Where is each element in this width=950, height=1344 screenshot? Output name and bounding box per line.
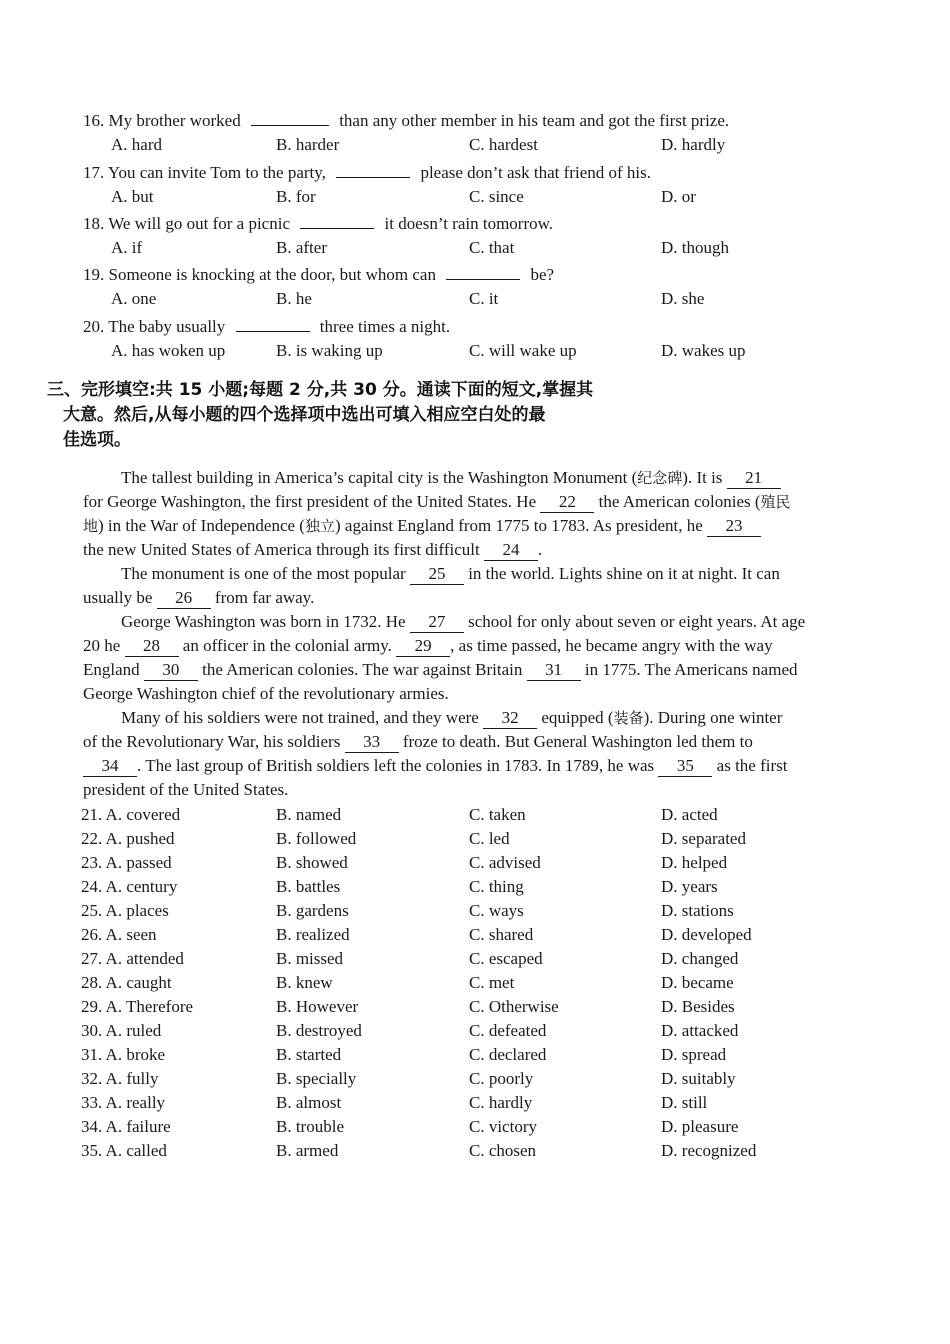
cloze-option: B. armed <box>276 1141 339 1160</box>
chinese-gloss: 纪念碑 <box>637 469 683 487</box>
cloze-option: D. acted <box>661 805 718 824</box>
cloze-option: D. spread <box>661 1045 727 1064</box>
option: D. wakes up <box>661 341 746 360</box>
stem-text: 18. We will go out for a picnic <box>83 214 290 233</box>
cloze-option: 29. A. Therefore <box>81 997 194 1016</box>
cloze-option: B. realized <box>276 925 350 944</box>
cloze-option: B. gardens <box>276 901 349 920</box>
question-16-stem <box>83 107 729 131</box>
passage-line <box>83 682 888 706</box>
passage-text: George Washington chief of the revolutionary armies. <box>83 684 449 703</box>
cloze-option: B. showed <box>276 853 348 872</box>
cloze-option: C. taken <box>469 805 526 824</box>
passage-text: school for only about seven or eight years. At age <box>468 612 806 631</box>
passage-line <box>83 514 888 538</box>
option: A. has woken up <box>111 341 226 360</box>
stem-text: 16. My brother worked <box>83 111 241 130</box>
cloze-option: C. defeated <box>469 1021 547 1040</box>
option: D. she <box>661 289 705 308</box>
cloze-option: 22. A. pushed <box>81 829 175 848</box>
passage-text: The monument is one of the most popular <box>121 564 406 583</box>
cloze-option: C. declared <box>469 1045 547 1064</box>
stem-text: 19. Someone is knocking at the door, but whom can <box>83 265 436 284</box>
passage-line <box>83 634 888 658</box>
passage-paragraph-1 <box>83 466 888 562</box>
passage-line <box>83 658 888 682</box>
passage-line <box>83 610 888 634</box>
option: C. will wake up <box>469 341 577 360</box>
cloze-option: C. ways <box>469 901 524 920</box>
passage-line <box>83 778 888 802</box>
passage-text: ) in the War of Independence ( <box>98 516 305 535</box>
passage-text: George Washington was born in 1732. He <box>121 612 406 631</box>
option: B. harder <box>276 135 340 154</box>
cloze-option: D. stations <box>661 901 734 920</box>
blank-31: 31 <box>527 660 581 681</box>
cloze-option: D. suitably <box>661 1069 736 1088</box>
stem-text: than any other member in his team and got the first prize. <box>339 111 730 130</box>
heading-line: 佳选项。 <box>63 430 131 450</box>
chinese-gloss: 独立 <box>304 517 335 535</box>
passage-text: ) against England from 1775 to 1783. As president, he <box>334 516 703 535</box>
option: C. it <box>469 289 499 308</box>
blank-26: 26 <box>157 588 211 609</box>
blank-25: 25 <box>410 564 464 585</box>
blank-32: 32 <box>483 708 537 729</box>
cloze-option: 23. A. passed <box>81 853 172 872</box>
cloze-option: B. specially <box>276 1069 357 1088</box>
cloze-option: C. escaped <box>469 949 543 968</box>
cloze-option: C. victory <box>469 1117 537 1136</box>
option: C. since <box>469 187 524 206</box>
cloze-option: B. followed <box>276 829 357 848</box>
option: A. if <box>111 238 143 257</box>
cloze-option: C. shared <box>469 925 534 944</box>
blank-34: 34 <box>83 756 137 777</box>
passage-paragraph-4 <box>83 706 888 802</box>
stem-text: 20. The baby usually <box>83 317 226 336</box>
question-18-stem <box>83 210 553 234</box>
cloze-option: 33. A. really <box>81 1093 166 1112</box>
passage-line <box>83 586 888 610</box>
passage-line <box>83 562 888 586</box>
cloze-option: B. knew <box>276 973 333 992</box>
cloze-option: C. chosen <box>469 1141 537 1160</box>
cloze-option: 28. A. caught <box>81 973 172 992</box>
cloze-option: C. advised <box>469 853 541 872</box>
cloze-option: C. Otherwise <box>469 997 559 1016</box>
option: B. for <box>276 187 316 206</box>
section-3-heading <box>47 378 647 453</box>
passage-text: the new United States of America through its first difficult <box>83 540 480 559</box>
chinese-gloss: 装备 <box>613 709 644 727</box>
blank-22: 22 <box>540 492 594 513</box>
option: A. one <box>111 289 157 308</box>
option: C. that <box>469 238 515 257</box>
cloze-option: B. trouble <box>276 1117 344 1136</box>
passage-paragraph-2 <box>83 562 888 610</box>
blank-29: 29 <box>396 636 450 657</box>
chinese-gloss: 殖民 <box>760 493 791 511</box>
cloze-option: D. years <box>661 877 718 896</box>
cloze-option: B. named <box>276 805 342 824</box>
option: D. or <box>661 187 696 206</box>
blank-33: 33 <box>345 732 399 753</box>
passage-text: . The last group of British soldiers left the colonies in 1783. In 1789, he was <box>137 756 655 775</box>
stem-text: it doesn’t rain tomorrow. <box>384 214 554 233</box>
cloze-option: 30. A. ruled <box>81 1021 162 1040</box>
option: D. hardly <box>661 135 726 154</box>
cloze-option: 26. A. seen <box>81 925 157 944</box>
passage-text: 20 he <box>83 636 121 655</box>
blank-27: 27 <box>410 612 464 633</box>
passage-text: The tallest building in America’s capital city is the Washington Monument ( <box>121 468 638 487</box>
passage-text: . <box>538 540 543 559</box>
cloze-option: D. became <box>661 973 734 992</box>
heading-line: 大意。然后,从每小题的四个选择项中选出可填入相应空白处的最 <box>63 405 546 425</box>
cloze-option: C. met <box>469 973 515 992</box>
cloze-option: 34. A. failure <box>81 1117 171 1136</box>
passage-text: for George Washington, the first president of the United States. He <box>83 492 537 511</box>
cloze-option: 32. A. fully <box>81 1069 159 1088</box>
cloze-option: 24. A. century <box>81 877 178 896</box>
passage-line <box>83 754 888 778</box>
cloze-option: B. started <box>276 1045 342 1064</box>
cloze-option: D. changed <box>661 949 739 968</box>
chinese-gloss: 地 <box>83 517 99 535</box>
passage-text: ). It is <box>682 468 723 487</box>
cloze-option: D. helped <box>661 853 728 872</box>
cloze-option: 21. A. covered <box>81 805 181 824</box>
heading-line: 三、完形填空:共 15 小题;每题 2 分,共 30 分。通读下面的短文,掌握其 <box>47 380 594 400</box>
cloze-option: C. poorly <box>469 1069 534 1088</box>
stem-text: please don’t ask that friend of his. <box>420 163 651 182</box>
passage-line <box>83 490 888 514</box>
cloze-option: B. missed <box>276 949 344 968</box>
cloze-option: D. developed <box>661 925 752 944</box>
passage-text: equipped ( <box>541 708 614 727</box>
passage-text: ). During one winter <box>643 708 783 727</box>
stem-text: 17. You can invite Tom to the party, <box>83 163 326 182</box>
passage-line <box>83 730 888 754</box>
passage-text: the American colonies. The war against Britain <box>202 660 523 679</box>
passage-text: from far away. <box>214 588 315 607</box>
option: B. he <box>276 289 312 308</box>
stem-text: be? <box>530 265 555 284</box>
cloze-option: 35. A. called <box>81 1141 167 1160</box>
passage-text: of the Revolutionary War, his soldiers <box>83 732 341 751</box>
blank-21: 21 <box>727 468 781 489</box>
answer-blank <box>446 261 520 280</box>
cloze-option: D. recognized <box>661 1141 757 1160</box>
question-17-stem <box>83 159 651 183</box>
passage-line <box>83 706 888 730</box>
cloze-option: C. led <box>469 829 510 848</box>
answer-blank <box>236 313 310 332</box>
cloze-option: D. attacked <box>661 1021 739 1040</box>
option: A. hard <box>111 135 162 154</box>
cloze-option: B. battles <box>276 877 341 896</box>
passage-text: in 1775. The Americans named <box>584 660 798 679</box>
answer-blank <box>336 159 410 178</box>
cloze-option: B. destroyed <box>276 1021 362 1040</box>
cloze-option: 27. A. attended <box>81 949 184 968</box>
cloze-option: D. still <box>661 1093 708 1112</box>
option: C. hardest <box>469 135 538 154</box>
blank-24: 24 <box>484 540 538 561</box>
answer-blank <box>251 107 329 126</box>
cloze-option: B. However <box>276 997 359 1016</box>
passage-text: froze to death. But General Washington led them to <box>402 732 753 751</box>
cloze-option: D. separated <box>661 829 746 848</box>
option: A. but <box>111 187 154 206</box>
cloze-option: 25. A. places <box>81 901 169 920</box>
cloze-option: C. thing <box>469 877 524 896</box>
passage-text: , as time passed, he became angry with the way <box>450 636 773 655</box>
blank-35: 35 <box>658 756 712 777</box>
cloze-option: D. pleasure <box>661 1117 739 1136</box>
stem-text: three times a night. <box>319 317 451 336</box>
passage-paragraph-3 <box>83 610 888 706</box>
cloze-option: 31. A. broke <box>81 1045 166 1064</box>
answer-blank <box>300 210 374 229</box>
cloze-option: C. hardly <box>469 1093 533 1112</box>
passage-text: England <box>83 660 140 679</box>
option: B. is waking up <box>276 341 383 360</box>
question-20-stem <box>83 313 450 337</box>
passage-text: the American colonies ( <box>598 492 761 511</box>
option: B. after <box>276 238 327 257</box>
passage-line <box>83 538 888 562</box>
passage-text: an officer in the colonial army. <box>182 636 392 655</box>
passage-text: Many of his soldiers were not trained, and they were <box>121 708 479 727</box>
question-19-stem <box>83 261 554 285</box>
passage-text: president of the United States. <box>83 780 289 799</box>
blank-23: 23 <box>707 516 761 537</box>
passage-text: usually be <box>83 588 153 607</box>
cloze-option: D. Besides <box>661 997 735 1016</box>
passage-text: as the first <box>716 756 788 775</box>
passage-text: in the world. Lights shine on it at night. It can <box>468 564 780 583</box>
blank-30: 30 <box>144 660 198 681</box>
option: D. though <box>661 238 729 257</box>
blank-28: 28 <box>125 636 179 657</box>
cloze-option: B. almost <box>276 1093 342 1112</box>
passage-line <box>83 466 888 490</box>
